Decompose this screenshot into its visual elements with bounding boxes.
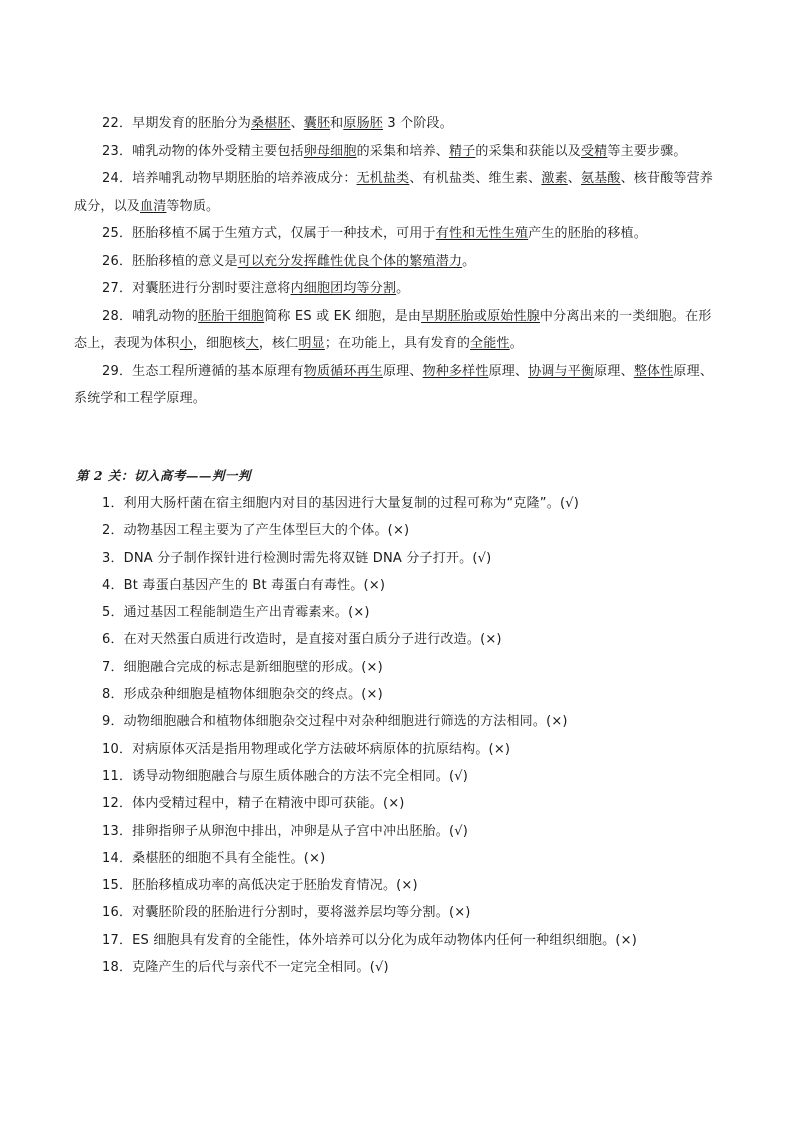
question-item: 9．动物细胞融合和植物体细胞杂交过程中对杂种细胞进行筛选的方法相同。(×) bbox=[102, 714, 568, 730]
question-item: 11．诱导动物细胞融合与原生质体融合的方法不完全相同。(√) bbox=[102, 768, 468, 784]
answer-blank: 氨基酸 bbox=[580, 171, 621, 186]
answer-blank: 大 bbox=[245, 336, 259, 351]
statement-text: 、有机盐类、维生素、 bbox=[409, 171, 542, 186]
statement-22 bbox=[74, 110, 724, 138]
question-item: 13．排卵指卵子从卵泡中排出，冲卵是从子宫中冲出胚胎。(√) bbox=[102, 823, 468, 839]
answer-blank: 激素 bbox=[541, 171, 568, 186]
question-item: 7．细胞融合完成的标志是新细胞壁的形成。(×) bbox=[102, 659, 383, 675]
answer-blank: 物种多样性 bbox=[422, 363, 489, 379]
statement-text: 29．生态工程所遵循的基本原理有 bbox=[102, 363, 304, 379]
question-item: 18．克隆产生的后代与亲代不一定完全相同。(√) bbox=[102, 960, 389, 976]
statement-text: 原理、 bbox=[488, 363, 529, 379]
statement-text: 22．早期发育的胚胎分为 bbox=[102, 116, 251, 131]
answer-blank: 卵母细胞 bbox=[303, 143, 357, 159]
statement-text: 28．哺乳动物的 bbox=[102, 308, 199, 324]
answer-blank: 原肠胚 bbox=[343, 116, 383, 131]
statement-text: 原理、系统学和工程学原理。 bbox=[74, 363, 714, 406]
answer-blank: 可以充分发挥雌性优良个体的繁殖潜力 bbox=[237, 253, 463, 269]
statement-25 bbox=[74, 220, 724, 248]
answer-blank: 胚胎干细胞 bbox=[198, 308, 265, 324]
statement-text: 23．哺乳动物的体外受精主要包括 bbox=[102, 143, 304, 159]
answer-blank: 有性和无性生殖 bbox=[435, 226, 529, 241]
statement-text: 27．对囊胚进行分割时要注意将 bbox=[102, 281, 291, 296]
answer-blank: 桑椹胚 bbox=[250, 116, 291, 131]
statement-text: 等物质。 bbox=[166, 198, 220, 214]
answer-blank: 全能性 bbox=[470, 336, 510, 351]
question-item: 1．利用大肠杆菌在宿主细胞内对目的基因进行大量复制的过程可称为“克隆”。(√) bbox=[102, 496, 579, 511]
statement-text: 产生的胚胎的移植。 bbox=[528, 226, 647, 241]
question-item: 8．形成杂种细胞是植物体细胞杂交的终点。(×) bbox=[102, 687, 383, 703]
answer-blank: 受精 bbox=[580, 143, 608, 159]
statement-27 bbox=[74, 275, 724, 303]
true-false-section bbox=[74, 490, 724, 981]
answer-blank: 协调与平衡 bbox=[528, 363, 595, 379]
statement-text: 。 bbox=[462, 253, 476, 269]
statement-28 bbox=[74, 303, 724, 358]
statement-text: 、核苷酸等营养成分，以及 bbox=[74, 171, 713, 214]
statement-text: 等主要步骤。 bbox=[607, 143, 687, 159]
statement-text: 24．培养哺乳动物早期胚胎的培养液成分： bbox=[102, 171, 357, 186]
answer-blank: 小 bbox=[179, 336, 193, 351]
statement-text: 26．胚胎移植的意义是 bbox=[102, 253, 238, 269]
statement-text: 原理、 bbox=[594, 363, 634, 379]
statement-text: 中分离出来的一类细胞。在形态上，表现为体积 bbox=[74, 308, 712, 351]
statement-26 bbox=[74, 248, 724, 276]
answer-blank: 无机盐类 bbox=[356, 171, 410, 186]
answer-blank: 精子 bbox=[448, 143, 476, 159]
statement-24 bbox=[74, 165, 724, 220]
question-item: 12．体内受精过程中，精子在精液中即可获能。(×) bbox=[102, 796, 405, 812]
statement-text: 。 bbox=[396, 281, 410, 296]
question-item: 16．对囊胚阶段的胚胎进行分割时，要将滋养层均等分割。(×) bbox=[102, 905, 471, 921]
answer-blank: 明显 bbox=[298, 336, 325, 351]
statement-text: ；在功能上，具有发育的 bbox=[324, 336, 471, 351]
answer-blank: 整体性 bbox=[633, 363, 674, 379]
question-item: 6．在对天然蛋白质进行改造时，是直接对蛋白质分子进行改造。(×) bbox=[102, 632, 502, 648]
question-item: 5．通过基因工程能制造生产出青霉素来。(×) bbox=[102, 605, 370, 621]
fill-in-section bbox=[74, 110, 724, 413]
statement-text: 。 bbox=[509, 336, 523, 351]
statement-text: 、 bbox=[290, 116, 304, 131]
statement-text: 3 个阶段。 bbox=[382, 116, 453, 131]
answer-blank: 内细胞团均等分割 bbox=[290, 281, 397, 296]
statement-text: 的采集和获能以及 bbox=[475, 143, 581, 159]
question-item: 14．桑椹胚的细胞不具有全能性。(×) bbox=[102, 850, 326, 866]
question-item: 17．ES 细胞具有发育的全能性，体外培养可以分化为成年动物体内任何一种组织细胞。(×) bbox=[102, 932, 637, 948]
answer-blank: 早期胚胎或原始性腺 bbox=[421, 308, 540, 324]
answer-blank: 囊胚 bbox=[303, 116, 331, 131]
answer-blank: 物质循环再生 bbox=[303, 363, 383, 379]
question-item: 4．Bt 毒蛋白基因产生的 Bt 毒蛋白有毒性。(×) bbox=[102, 577, 386, 593]
statement-text: ，核仁 bbox=[258, 336, 299, 351]
statement-23 bbox=[74, 138, 724, 166]
statement-29 bbox=[74, 358, 724, 413]
statement-text: 的采集和培养、 bbox=[356, 143, 449, 159]
question-item: 2．动物基因工程主要为了产生体型巨大的个体。(×) bbox=[102, 523, 410, 539]
statement-text: 原理、 bbox=[382, 363, 423, 379]
statement-text: 25．胚胎移植不属于生殖方式，仅属于一种技术，可用于 bbox=[102, 226, 436, 241]
question-item: 3．DNA 分子制作探针进行检测时需先将双链 DNA 分子打开。(√) bbox=[102, 550, 492, 566]
section-title: 第 2 关：切入高考——判一判 bbox=[76, 468, 251, 483]
statement-text: 、 bbox=[567, 171, 581, 186]
statement-text: ，细胞核 bbox=[192, 336, 246, 351]
question-item: 10．对病原体灭活是指用物理或化学方法破坏病原体的抗原结构。(×) bbox=[102, 741, 511, 757]
statement-text: 简称 ES 或 EK 细胞，是由 bbox=[264, 308, 422, 324]
statement-text: 和 bbox=[330, 116, 344, 131]
answer-blank: 血清 bbox=[140, 198, 167, 214]
question-item: 15．胚胎移植成功率的高低决定于胚胎发育情况。(×) bbox=[102, 878, 418, 894]
